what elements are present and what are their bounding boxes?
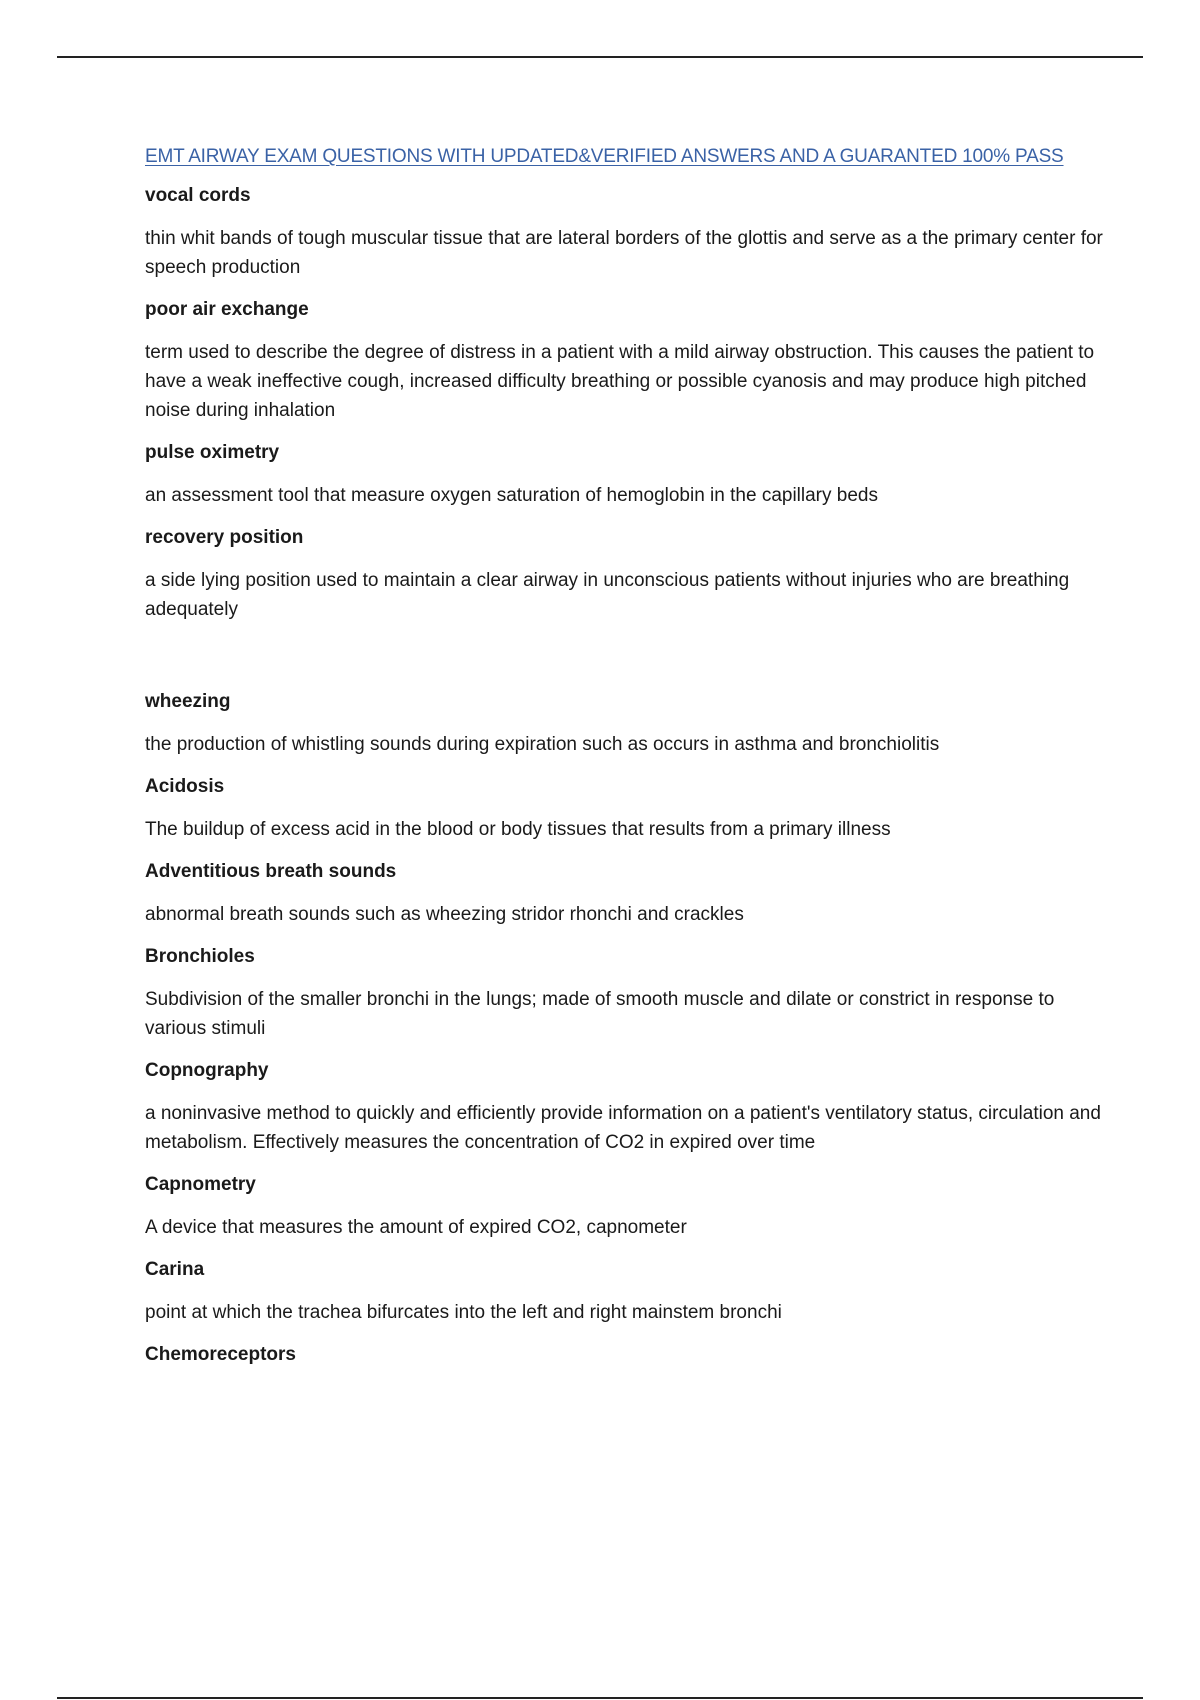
document-body [145,143,1105,1383]
term-heading: Adventitious breath sounds [145,861,397,882]
term-definition: thin whit bands of tough muscular tissue that are lateral borders of the glottis and serve as a the primary center for speech production [145,228,1103,278]
term-heading: Copnography [145,1060,269,1081]
term-heading: Carina [145,1259,205,1280]
header-rule [57,56,1143,58]
term-heading: wheezing [145,691,231,712]
term-heading: Acidosis [145,776,225,797]
term-heading: Bronchioles [145,946,255,967]
term-definition: point at which the trachea bifurcates into the left and right mainstem bronchi [145,1302,782,1323]
term-definition: The buildup of excess acid in the blood or body tissues that results from a primary illness [145,819,891,840]
term-heading: vocal cords [145,185,251,206]
footer-rule [57,1697,1143,1699]
term-definition: Subdivision of the smaller bronchi in the lungs; made of smooth muscle and dilate or constrict in response to various stimuli [145,989,1055,1039]
term-definition: abnormal breath sounds such as wheezing stridor rhonchi and crackles [145,904,744,925]
document-title: EMT AIRWAY EXAM QUESTIONS WITH UPDATED&VERIFIED ANSWERS AND A GUARANTED 100% PASS [145,146,1064,167]
term-definition: term used to describe the degree of distress in a patient with a mild airway obstruction. This causes the patient to have a weak ineffective cough, increased difficulty breathing or possible cyanosis and may produce high pitched noise during inhalation [145,342,1095,421]
term-heading: recovery position [145,527,304,548]
term-definition: a noninvasive method to quickly and efficiently provide information on a patient's ventilatory status, circulation and metabolism. Effectively measures the concentration of CO2 in expired over time [145,1103,1101,1153]
term-definition: a side lying position used to maintain a clear airway in unconscious patients without injuries who are breathing adequately [145,570,1070,620]
term-heading: poor air exchange [145,299,309,320]
term-definition: an assessment tool that measure oxygen saturation of hemoglobin in the capillary beds [145,485,878,506]
term-heading: Chemoreceptors [145,1344,296,1365]
term-definition: A device that measures the amount of expired CO2, capnometer [145,1217,687,1238]
section-gap [145,638,1105,688]
term-heading: pulse oximetry [145,442,280,463]
term-heading: Capnometry [145,1174,256,1195]
term-definition: the production of whistling sounds during expiration such as occurs in asthma and bronchiolitis [145,734,940,755]
